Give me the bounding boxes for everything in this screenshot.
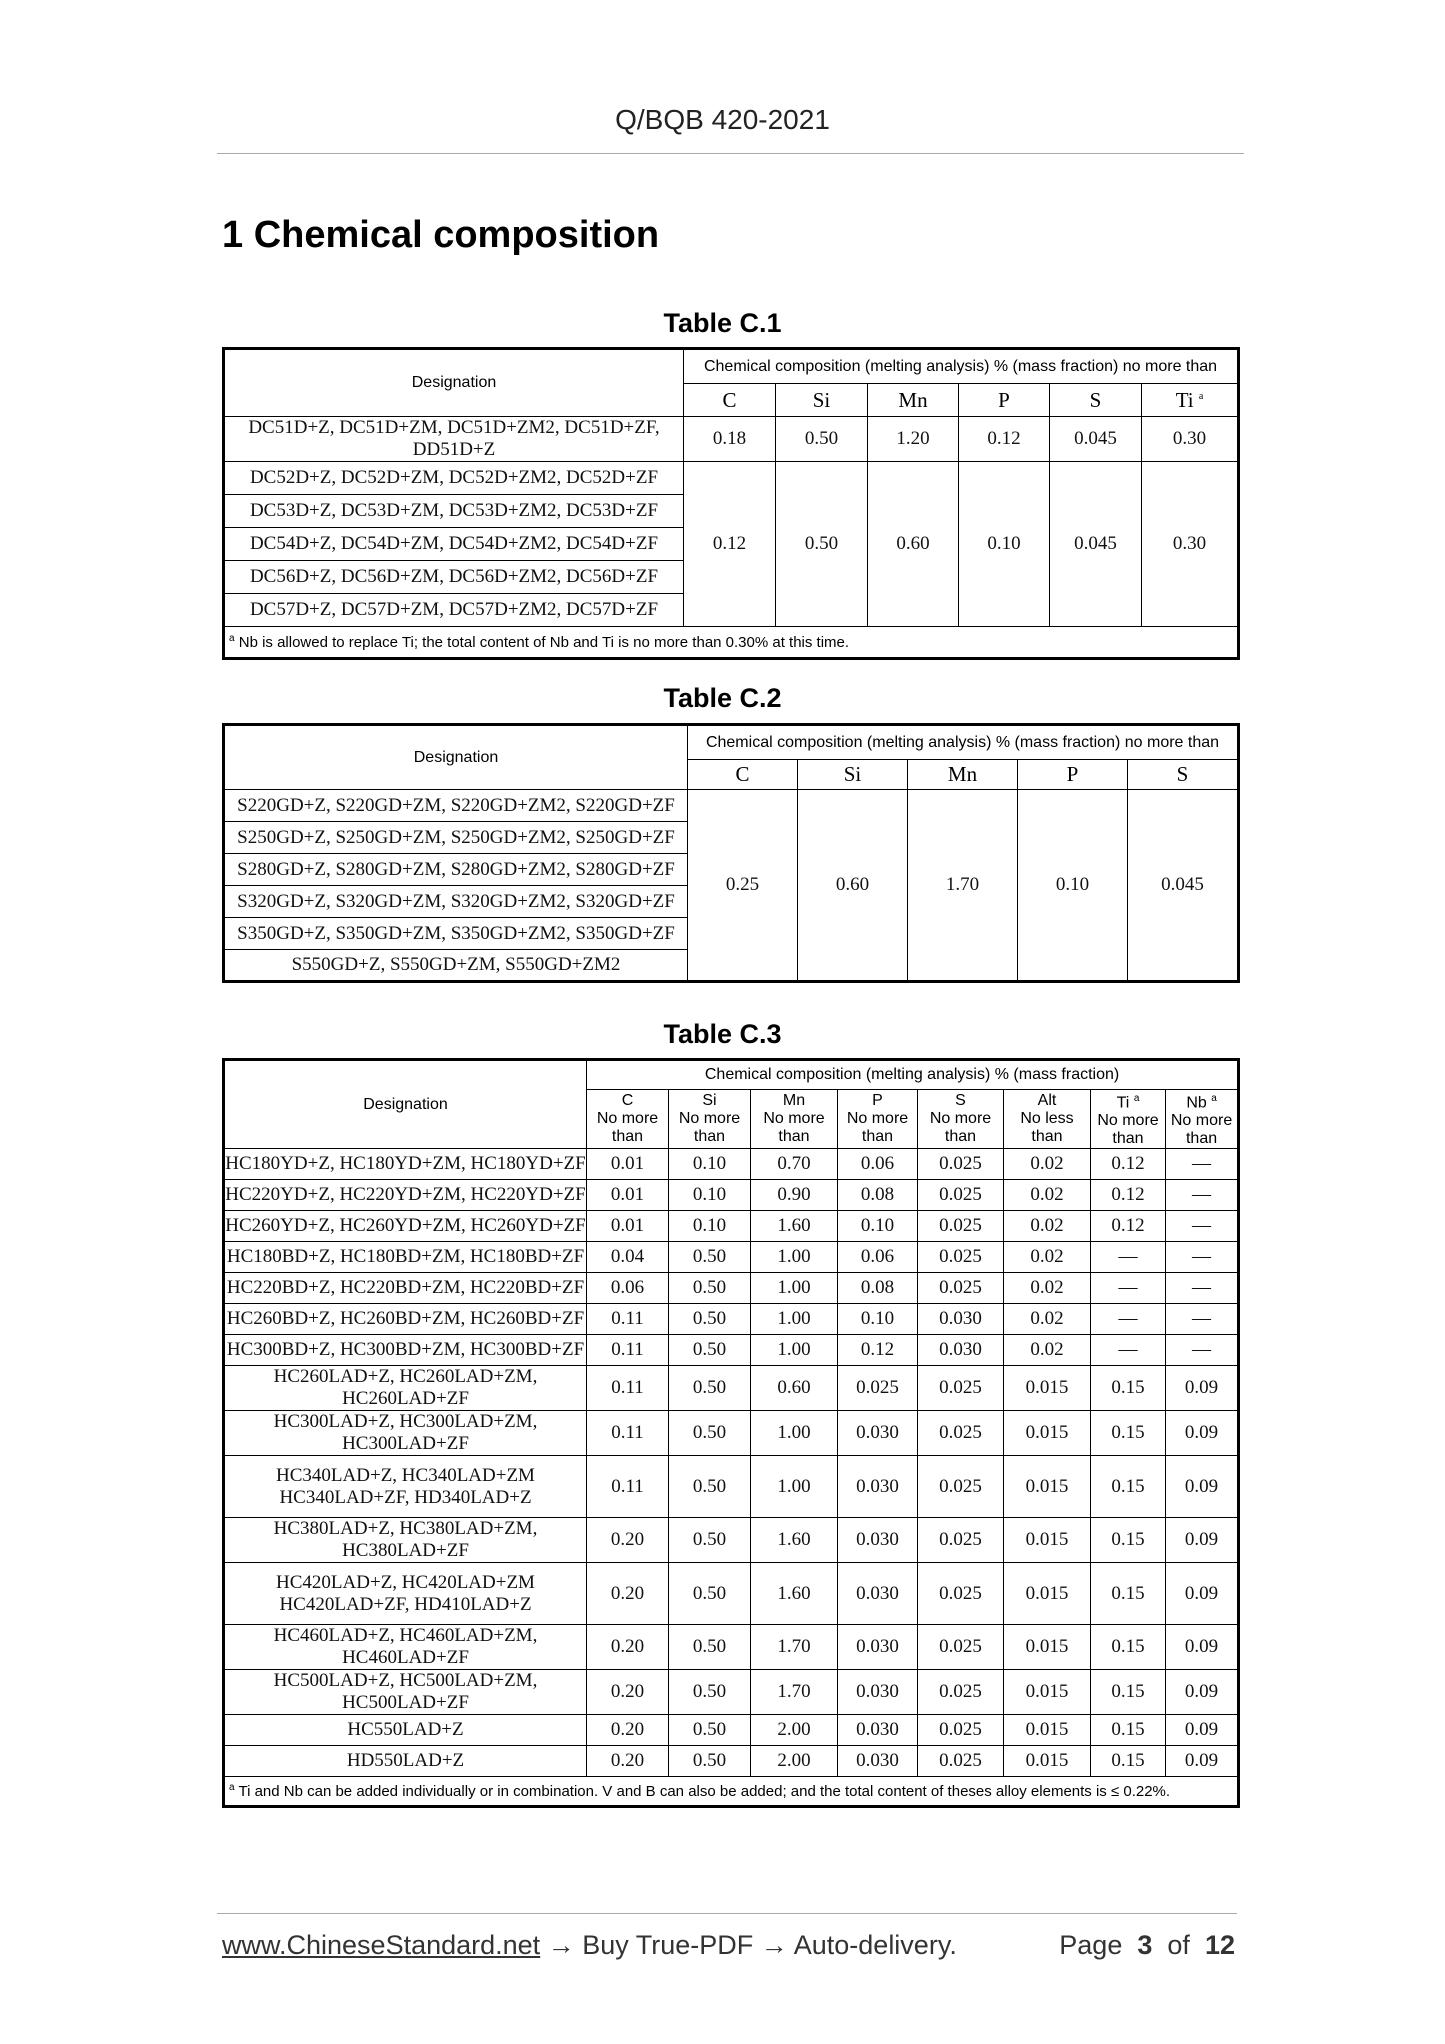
value-cell: 0.12 [1091,1211,1166,1242]
value-cell: 0.09 [1166,1715,1239,1746]
value-cell: — [1166,1180,1239,1211]
value-cell: 0.015 [1004,1366,1091,1411]
table-c1-title: Table C.1 [663,308,782,338]
value-cell: 0.030 [918,1335,1004,1366]
value-cell: 0.045 [1050,462,1142,627]
element-header: Mn No more than [751,1090,838,1149]
value-cell: 1.00 [751,1304,838,1335]
value-cell: 0.50 [669,1273,751,1304]
value-cell: 0.030 [838,1670,918,1715]
value-cell: 0.01 [587,1149,669,1180]
value-cell: 0.12 [1091,1180,1166,1211]
value-cell: 0.09 [1166,1746,1239,1777]
value-cell: 0.10 [669,1180,751,1211]
value-cell: 0.15 [1091,1625,1166,1670]
value-cell: 0.50 [669,1625,751,1670]
designation-cell: HC260LAD+Z, HC260LAD+ZM, HC260LAD+ZF [224,1366,587,1411]
value-cell: — [1091,1273,1166,1304]
designation-cell: HC180YD+Z, HC180YD+ZM, HC180YD+ZF [224,1149,587,1180]
value-cell: 0.025 [918,1670,1004,1715]
element-header: P [959,384,1050,417]
designation-cell: HC300BD+Z, HC300BD+ZM, HC300BD+ZF [224,1335,587,1366]
designation-cell: HC180BD+Z, HC180BD+ZM, HC180BD+ZF [224,1242,587,1273]
value-cell: 0.15 [1091,1366,1166,1411]
value-cell: 0.030 [838,1518,918,1563]
value-cell: 0.20 [587,1518,669,1563]
value-cell: 0.06 [838,1149,918,1180]
value-cell: 0.025 [918,1625,1004,1670]
value-cell: 0.02 [1004,1242,1091,1273]
designation-cell: S320GD+Z, S320GD+ZM, S320GD+ZM2, S320GD+ZF [224,886,688,918]
value-cell: — [1166,1304,1239,1335]
table-c2 [222,723,1240,983]
element-header: C [684,384,776,417]
value-cell: 0.06 [587,1273,669,1304]
value-cell: 0.025 [918,1715,1004,1746]
value-cell: 0.02 [1004,1273,1091,1304]
value-cell: 0.11 [587,1456,669,1518]
element-header: Ti $^a$ [1142,384,1239,417]
value-cell: 0.15 [1091,1715,1166,1746]
composition-header: Chemical composition (melting analysis) % (mass fraction) no more than [684,349,1239,384]
value-cell: 0.20 [587,1625,669,1670]
designation-cell: HC380LAD+Z, HC380LAD+ZM, HC380LAD+ZF [224,1518,587,1563]
element-header: Nb $^a$ No more than [1166,1090,1239,1149]
value-cell: 0.12 [684,462,776,627]
designation-cell: HC460LAD+Z, HC460LAD+ZM, HC460LAD+ZF [224,1625,587,1670]
value-cell: 0.030 [918,1304,1004,1335]
element-header: C [688,760,798,790]
value-cell: 0.60 [798,790,908,982]
value-cell: 0.025 [918,1149,1004,1180]
value-cell: 0.10 [838,1304,918,1335]
value-cell: 2.00 [751,1715,838,1746]
total-pages: 12 [1204,1930,1235,1960]
value-cell: 0.025 [838,1366,918,1411]
designation-cell: HC260YD+Z, HC260YD+ZM, HC260YD+ZF [224,1211,587,1242]
value-cell: 0.09 [1166,1518,1239,1563]
value-cell: 0.12 [1091,1149,1166,1180]
designation-cell: HC220BD+Z, HC220BD+ZM, HC220BD+ZF [224,1273,587,1304]
value-cell: 0.015 [1004,1411,1091,1456]
value-cell: 0.12 [838,1335,918,1366]
value-cell: 0.02 [1004,1304,1091,1335]
table-c1 [222,347,1240,660]
value-cell: 0.030 [838,1715,918,1746]
table-row [224,1366,1239,1411]
value-cell: 1.00 [751,1335,838,1366]
value-cell: 0.09 [1166,1563,1239,1625]
designation-cell: DC57D+Z, DC57D+ZM, DC57D+ZM2, DC57D+ZF [224,594,684,627]
designation-cell: DC53D+Z, DC53D+ZM, DC53D+ZM2, DC53D+ZF [224,495,684,528]
designation-cell: DC56D+Z, DC56D+ZM, DC56D+ZM2, DC56D+ZF [224,561,684,594]
value-cell: 0.50 [776,417,868,462]
designation-cell: HC300LAD+Z, HC300LAD+ZM, HC300LAD+ZF [224,1411,587,1456]
value-cell: 0.04 [587,1242,669,1273]
value-cell: 2.00 [751,1746,838,1777]
value-cell: 0.15 [1091,1563,1166,1625]
value-cell: 1.60 [751,1518,838,1563]
table-row [224,1746,1239,1777]
value-cell: 0.50 [669,1746,751,1777]
value-cell: 0.025 [918,1211,1004,1242]
element-header: Si [776,384,868,417]
section-title: 1 Chemical composition [222,214,660,256]
value-cell: 0.30 [1142,462,1239,627]
value-cell: 0.02 [1004,1149,1091,1180]
value-cell: 0.90 [751,1180,838,1211]
value-cell: 0.025 [918,1746,1004,1777]
value-cell: — [1166,1273,1239,1304]
value-cell: 0.045 [1128,790,1239,982]
value-cell: 0.70 [751,1149,838,1180]
value-cell: 0.030 [838,1456,918,1518]
value-cell: 0.50 [776,462,868,627]
element-header: C No more than [587,1090,669,1149]
table-c3 [222,1058,1240,1808]
designation-cell: HC550LAD+Z [224,1715,587,1746]
designation-cell: HC260BD+Z, HC260BD+ZM, HC260BD+ZF [224,1304,587,1335]
designation-cell: HC500LAD+Z, HC500LAD+ZM, HC500LAD+ZF [224,1670,587,1715]
value-cell: — [1091,1335,1166,1366]
designation-cell: HC220YD+Z, HC220YD+ZM, HC220YD+ZF [224,1180,587,1211]
value-cell: 0.60 [751,1366,838,1411]
current-page: 3 [1137,1930,1153,1960]
value-cell: 0.15 [1091,1411,1166,1456]
site-link[interactable]: www.ChineseStandard.net [222,1930,541,1960]
table-row [224,1715,1239,1746]
value-cell: 1.70 [908,790,1018,982]
value-cell: 0.015 [1004,1715,1091,1746]
element-header: S [1128,760,1239,790]
value-cell: 0.030 [838,1411,918,1456]
value-cell: 0.09 [1166,1670,1239,1715]
designation-header: Designation [224,349,684,417]
value-cell: 0.025 [918,1456,1004,1518]
value-cell: 1.00 [751,1456,838,1518]
value-cell: 0.01 [587,1180,669,1211]
table-c3-title: Table C.3 [663,1019,782,1049]
footnote-mark: a [1133,1093,1140,1104]
table-c1-footnote: $^a$ Nb is allowed to replace Ti; the total content of Nb and Ti is no more than 0.30% at this time. [224,627,1239,659]
value-cell: — [1166,1335,1239,1366]
footer-tail: → Buy True-PDF → Auto-delivery. [540,1930,957,1960]
value-cell: 0.30 [1142,417,1239,462]
value-cell: 0.10 [959,462,1050,627]
element-header: Si [798,760,908,790]
value-cell: 0.09 [1166,1625,1239,1670]
designation-cell: HC340LAD+Z, HC340LAD+ZM HC340LAD+ZF, HD340LAD+Z [224,1456,587,1518]
value-cell: 0.60 [868,462,959,627]
value-cell: 0.030 [838,1625,918,1670]
value-cell: 0.025 [918,1518,1004,1563]
designation-cell: DC51D+Z, DC51D+ZM, DC51D+ZM2, DC51D+ZF, DD51D+Z [224,417,684,462]
value-cell: 0.11 [587,1366,669,1411]
footnote-mark: a [1198,390,1204,402]
value-cell: 0.030 [838,1746,918,1777]
element-header: Si No more than [669,1090,751,1149]
value-cell: 0.025 [918,1180,1004,1211]
value-cell: — [1091,1304,1166,1335]
value-cell: 0.030 [838,1563,918,1625]
designation-cell: HD550LAD+Z [224,1746,587,1777]
element-header: Mn [868,384,959,417]
table-row [224,1518,1239,1563]
page-indicator: Page 3 of 12 [1059,1930,1235,1960]
value-cell: 1.70 [751,1625,838,1670]
designation-cell: HC420LAD+Z, HC420LAD+ZM HC420LAD+ZF, HD410LAD+Z [224,1563,587,1625]
designation-header: Designation [224,1060,587,1149]
designation-cell: S550GD+Z, S550GD+ZM, S550GD+ZM2 [224,950,688,982]
table-c3-footnote: $^a$ Ti and Nb can be added individually or in combination. V and B can also be added; and the total content of theses alloy elements is ≤ 0.22%. [224,1777,1239,1807]
value-cell: 0.50 [669,1335,751,1366]
value-cell: 0.20 [587,1563,669,1625]
value-cell: 0.50 [669,1518,751,1563]
value-cell: 0.02 [1004,1211,1091,1242]
value-cell: 0.09 [1166,1411,1239,1456]
value-cell: 0.025 [918,1563,1004,1625]
table-row [224,1211,1239,1242]
value-cell: 0.25 [688,790,798,982]
value-cell: 0.02 [1004,1180,1091,1211]
value-cell: 1.60 [751,1563,838,1625]
value-cell: 0.015 [1004,1518,1091,1563]
value-cell: 0.12 [959,417,1050,462]
value-cell: 0.15 [1091,1518,1166,1563]
value-cell: 0.11 [587,1304,669,1335]
value-cell: 0.15 [1091,1746,1166,1777]
value-cell: 0.10 [669,1149,751,1180]
value-cell: 0.02 [1004,1335,1091,1366]
value-cell: 0.11 [587,1411,669,1456]
value-cell: 0.11 [587,1335,669,1366]
element-header: Ti $^a$ No more than [1091,1090,1166,1149]
table-row [224,1304,1239,1335]
element-header: Mn [908,760,1018,790]
value-cell: 0.06 [838,1242,918,1273]
value-cell: 0.08 [838,1180,918,1211]
value-cell: 0.025 [918,1366,1004,1411]
footer-promo [222,1930,957,1961]
designation-header: Designation [224,725,688,790]
value-cell: 1.00 [751,1273,838,1304]
value-cell: 0.025 [918,1273,1004,1304]
table-c2-title: Table C.2 [663,683,782,713]
designation-cell: DC52D+Z, DC52D+ZM, DC52D+ZM2, DC52D+ZF [224,462,684,495]
value-cell: 0.50 [669,1411,751,1456]
value-cell: 0.09 [1166,1366,1239,1411]
value-cell: 0.015 [1004,1670,1091,1715]
element-header: Alt No less than [1004,1090,1091,1149]
value-cell: 0.15 [1091,1670,1166,1715]
value-cell: 0.09 [1166,1456,1239,1518]
value-cell: 0.50 [669,1456,751,1518]
table-row [224,1242,1239,1273]
value-cell: 0.025 [918,1411,1004,1456]
value-cell: 0.50 [669,1242,751,1273]
value-cell: 0.08 [838,1273,918,1304]
value-cell: 0.10 [838,1211,918,1242]
value-cell: 0.015 [1004,1746,1091,1777]
footnote-mark: a [1211,1093,1217,1104]
element-header: S [1050,384,1142,417]
value-cell: 0.10 [669,1211,751,1242]
designation-cell: S250GD+Z, S250GD+ZM, S250GD+ZM2, S250GD+ZF [224,822,688,854]
value-cell: 0.50 [669,1670,751,1715]
document-code: Q/BQB 420-2021 [615,104,830,135]
value-cell: — [1091,1242,1166,1273]
table-row [224,1456,1239,1518]
table-row [224,1625,1239,1670]
value-cell: 0.50 [669,1715,751,1746]
value-cell: 0.025 [918,1242,1004,1273]
footer-divider [217,1913,1237,1914]
value-cell: 0.50 [669,1563,751,1625]
value-cell: 0.20 [587,1670,669,1715]
value-cell: 0.015 [1004,1625,1091,1670]
table-row [224,1411,1239,1456]
designation-cell: S350GD+Z, S350GD+ZM, S350GD+ZM2, S350GD+ZF [224,918,688,950]
value-cell: 0.18 [684,417,776,462]
value-cell: 0.50 [669,1304,751,1335]
value-cell: 1.00 [751,1242,838,1273]
element-header: P [1018,760,1128,790]
table-row [224,1335,1239,1366]
value-cell: 1.20 [868,417,959,462]
value-cell: 1.60 [751,1211,838,1242]
value-cell: 0.015 [1004,1563,1091,1625]
table-row [224,1149,1239,1180]
table-row [224,1563,1239,1625]
value-cell: — [1166,1211,1239,1242]
value-cell: 0.15 [1091,1456,1166,1518]
designation-cell: S280GD+Z, S280GD+ZM, S280GD+ZM2, S280GD+ZF [224,854,688,886]
value-cell: 1.00 [751,1411,838,1456]
value-cell: 0.20 [587,1746,669,1777]
designation-cell: DC54D+Z, DC54D+ZM, DC54D+ZM2, DC54D+ZF [224,528,684,561]
element-header: S No more than [918,1090,1004,1149]
value-cell: 0.10 [1018,790,1128,982]
table-row [224,1273,1239,1304]
value-cell: 0.01 [587,1211,669,1242]
value-cell: — [1166,1242,1239,1273]
value-cell: 0.015 [1004,1456,1091,1518]
value-cell: 1.70 [751,1670,838,1715]
table-row [224,1670,1239,1715]
value-cell: 0.045 [1050,417,1142,462]
composition-header: Chemical composition (melting analysis) % (mass fraction) no more than [688,725,1239,760]
composition-header: Chemical composition (melting analysis) % (mass fraction) [587,1060,1239,1090]
element-header: P No more than [838,1090,918,1149]
value-cell: 0.20 [587,1715,669,1746]
value-cell: 0.50 [669,1366,751,1411]
designation-cell: S220GD+Z, S220GD+ZM, S220GD+ZM2, S220GD+ZF [224,790,688,822]
value-cell: — [1166,1149,1239,1180]
table-row [224,1180,1239,1211]
header-divider [217,153,1244,154]
